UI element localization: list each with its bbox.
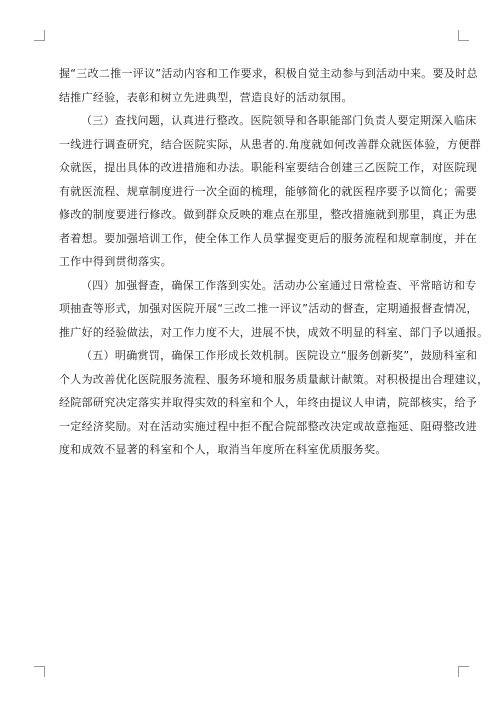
text-line: 推广好的经验做法，对工作力度不大，进展不快，成效不明显的科室、部门予以通报。 xyxy=(59,325,489,339)
text-line: 结推广经验，表彰和树立先进典型，营造良好的活动氛围。 xyxy=(59,90,353,104)
text-line: 度和成效不显著的科室和个人，取消当年度所在科室优质服务奖。 xyxy=(59,443,387,456)
text-line: 有就医流程、规章制度进行一次全面的梳理，能够简化的就医程序要予以简化；需要 xyxy=(59,184,478,198)
text-line: 一线进行调查研究，结合医院实际，从患者的.角度就如何改善群众就医体验，方便群 xyxy=(59,137,481,151)
text-line: 握“三改二推一评议”活动内容和工作要求，积极自觉主动参与到活动中来。要及时总 xyxy=(59,67,478,80)
text-line: 修改的制度要进行修改。做到群众反映的难点在那里，整改措施就到那里，真正为患 xyxy=(59,208,478,221)
crop-mark-bottom-right xyxy=(458,666,469,677)
crop-mark-top-right xyxy=(458,30,469,41)
section-heading-line: （三）查找问题，认真进行整改。医院领导和各职能部门负责人要定期深入临床 xyxy=(81,114,477,127)
text-line: 个人为改善优化医院服务流程、服务环境和服务质量献计献策。对积极提出合理建议， xyxy=(59,372,489,386)
text-line: 工作中得到贯彻落实。 xyxy=(59,255,172,268)
text-line: 者着想。要加强培训工作，使全体工作人员掌握变更后的服务流程和规章制度，并在 xyxy=(59,231,478,245)
section-heading-line: （五）明确赏罚，确保工作形成长效机制。医院设立“服务创新奖”，鼓励科室和 xyxy=(81,349,478,362)
crop-mark-bottom-left xyxy=(34,666,45,677)
text-line: 一定经济奖励。对在活动实施过程中拒不配合院部整改决定或故意拖延、阻碍整改进 xyxy=(59,419,478,433)
text-line: 众就医，提出具体的改进措施和办法。职能科室要结合创建三乙医院工作，对医院现 xyxy=(59,161,478,174)
text-line: 经院部研究决定落实并取得实效的科室和个人，年终由提议人申请，院部核实，给予 xyxy=(59,396,478,409)
section-heading-line: （四）加强督查，确保工作落到实处。活动办公室通过日常检查、平常暗访和专 xyxy=(81,278,477,292)
crop-mark-top-left xyxy=(34,30,45,41)
document-body xyxy=(59,62,489,462)
text-line: 项抽查等形式，加强对医院开展“三改二推一评议”活动的督查，定期通报督查情况， xyxy=(59,302,478,315)
